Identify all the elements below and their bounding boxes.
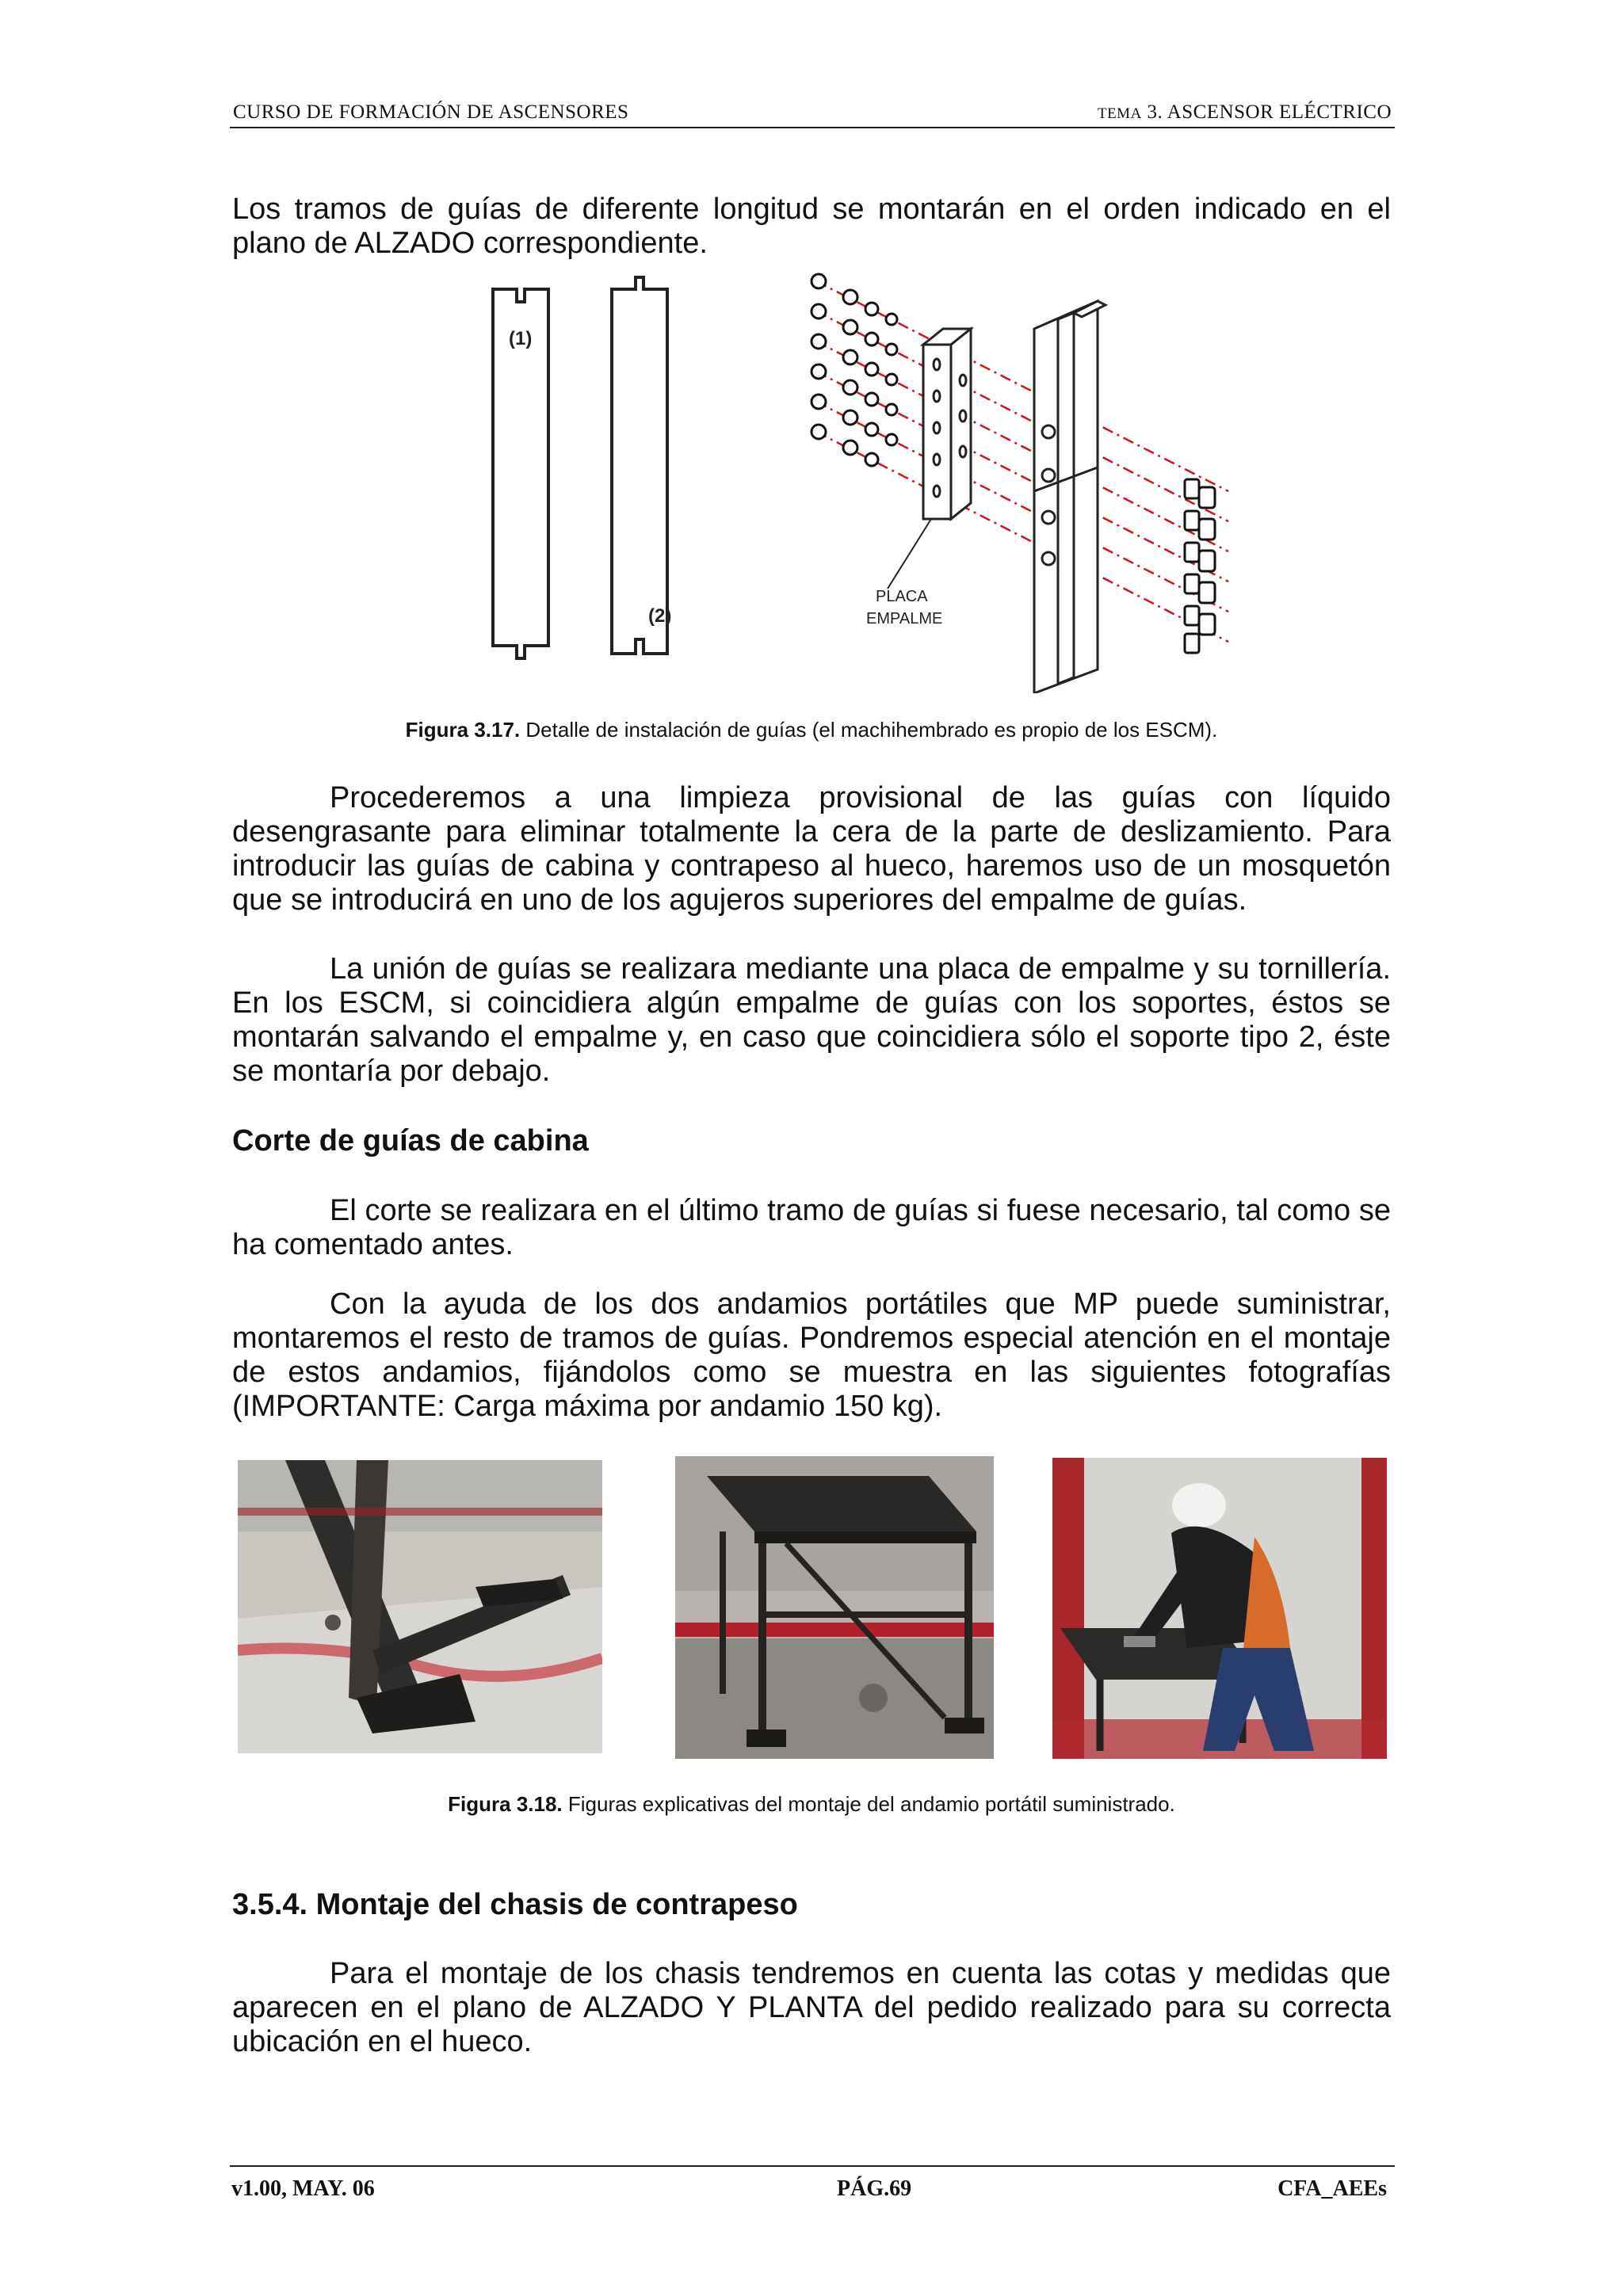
paragraph-cleaning: Procederemos a una limpieza provisional de las guías con líquido desengrasante para eliminar totalmente la cera de la parte de deslizamiento. Para introducir las guías de cabina y contrapeso al hueco, haremos uso de un mosquetón que se introducirá en uno de los agujeros superiores del empalme de guías.	[232, 781, 1391, 917]
figure-3-18-label: Figura 3.18.	[448, 1792, 563, 1816]
plate-label-line1: PLACA	[876, 588, 928, 605]
joint-plate-exploded-drawing	[773, 265, 1248, 693]
scaffold-photo-worker	[1052, 1458, 1387, 1759]
scaffold-photo-leg-detail	[238, 1460, 602, 1753]
header-course-title: CURSO DE FORMACIÓN DE ASCENSORES	[233, 101, 629, 123]
page-header	[230, 93, 1395, 128]
header-chapter	[1098, 101, 1392, 124]
heading-counterweight-chassis: 3.5.4. Montaje del chasis de contrapeso	[232, 1888, 798, 1921]
bolts	[1185, 479, 1215, 653]
footer-code: CFA_AEEs	[1277, 2176, 1387, 2201]
paragraph-chassis: Para el montaje de los chasis tendremos en cuenta las cotas y medidas que aparecen en el plano de ALZADO Y PLANTA del pedido realizado para su correcta ubicación en el hueco.	[232, 1957, 1391, 2058]
footer-page-number: PÁG.69	[837, 2176, 912, 2201]
page-footer	[230, 2165, 1395, 2206]
paragraph-cut: El corte se realizara en el último tramo de guías si fuese necesario, tal como se ha comentado antes.	[232, 1194, 1391, 1261]
paragraph-scaffolds: Con la ayuda de los dos andamios portátiles que MP puede suministrar, montaremos el resto de tramos de guías. Pondremos especial atención en el montaje de estos andamios, fijándolos como se muestra en las siguientes fotografías (IMPORTANTE: Carga máxima por andamio 150 kg).	[232, 1287, 1391, 1423]
t-guide-rail	[1034, 301, 1106, 693]
footer-version: v1.00, MAY. 06	[231, 2176, 375, 2201]
joint-plate	[923, 329, 971, 519]
scaffold-photo-assembled	[675, 1456, 994, 1759]
guide-1-label: (1)	[509, 328, 533, 349]
paragraph-guide-order: Los tramos de guías de diferente longitud se montarán en el orden indicado en el plano de ALZADO correspondiente.	[232, 193, 1391, 260]
figure-3-18-caption	[0, 1792, 1623, 1817]
guide-sections-drawing	[475, 273, 713, 685]
header-chapter-title: 3. ASCENSOR ELÉCTRICO	[1147, 101, 1392, 123]
figure-3-17-label: Figura 3.17.	[405, 718, 521, 742]
guide-section-2	[612, 277, 667, 654]
figure-3-17-caption	[0, 718, 1623, 742]
plate-leader-line	[888, 519, 931, 589]
plate-label-line2: EMPALME	[866, 610, 943, 627]
header-tema: TEMA	[1097, 105, 1142, 122]
heading-guide-cut: Corte de guías de cabina	[232, 1124, 589, 1158]
paragraph-joint-plate: La unión de guías se realizara mediante una placa de empalme y su tornillería. En los ESCM, si coincidiera algún empalme de guías con los soportes, éstos se montarán salvando el empalme y, en caso que coincidiera sólo el soporte tipo 2, éste se montaría por debajo.	[232, 952, 1391, 1088]
guide-2-label: (2)	[648, 605, 672, 627]
figure-3-18-text: Figuras explicativas del montaje del andamio portátil suministrado.	[562, 1792, 1175, 1816]
figure-3-17-text: Detalle de instalación de guías (el machihembrado es propio de los ESCM).	[520, 718, 1218, 742]
